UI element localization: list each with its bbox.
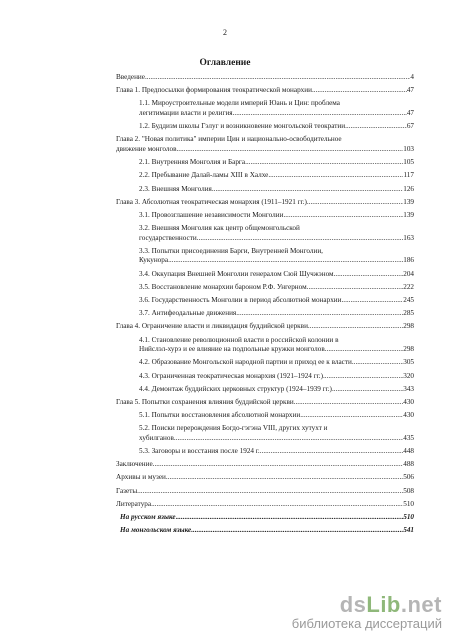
toc-page-number: 67 (406, 122, 414, 131)
toc-entry[interactable] (112, 99, 414, 118)
dot-leader (233, 109, 407, 119)
dot-leader (312, 86, 407, 96)
toc-page-number: 305 (403, 358, 414, 367)
toc-entry[interactable] (112, 247, 414, 266)
dslib-logo: dsLib.net (339, 592, 442, 617)
toc-entry-title: Литература (116, 499, 152, 508)
toc-entry-title: 3.4. Оккупация Внешней Монголии генералом Сюй Шучжэном (139, 269, 334, 278)
toc-entry[interactable] (112, 198, 414, 208)
toc-entry[interactable] (112, 487, 414, 497)
toc-entry[interactable] (112, 526, 414, 536)
dot-leader (307, 283, 404, 293)
dot-leader (283, 211, 403, 221)
dot-leader (236, 309, 403, 319)
page-number: 2 (223, 28, 227, 37)
toc-entry-title: Заключение (116, 460, 153, 469)
toc-entry-title: Глава 3. Абсолютная теократическая монархия (1911–1921 гг.) (116, 197, 307, 206)
dot-leader (168, 256, 403, 266)
toc-page-number: 186 (403, 256, 414, 265)
toc-entry-title: 5.2. Поиски перерождения Богдо-гэгэна VIII, других хутухт и (139, 424, 328, 433)
toc-entry[interactable] (112, 224, 414, 243)
dot-leader (137, 487, 403, 497)
toc-entry-title: хубилганов (139, 433, 174, 442)
toc-entry-title: 3.1. Провозглашение независимости Монголии (139, 210, 284, 219)
toc-entry[interactable] (112, 460, 414, 470)
toc-entry-title: Нийслэл-хурэ и ее влияние на подпольные кружки монголов (139, 345, 325, 354)
toc-page-number: 163 (403, 233, 414, 242)
toc-page-number: 448 (403, 447, 414, 456)
toc-entry-title: 3.3. Попытки присоединения Барги, Внутренней Монголии, (139, 246, 323, 255)
toc-page-number: 285 (403, 309, 414, 318)
dot-leader (174, 434, 403, 444)
dot-leader (260, 447, 403, 457)
toc-entry-title: 3.5. Восстановление монархии бароном Р.Ф. Унгерном (139, 282, 307, 291)
dot-leader (212, 185, 403, 195)
toc-entry-title: Глава 4. Ограничение власти и ликвидация буддийской церкви (116, 322, 308, 331)
dot-leader (151, 500, 403, 510)
toc-page-number: 343 (403, 384, 414, 393)
dot-leader (325, 345, 404, 355)
toc-page-number: 298 (403, 345, 414, 354)
toc-entry-title: 4.4. Демонтаж буддийских церковных структур (1924–1939 гг.) (139, 384, 332, 393)
toc-entry-title: 2.2. Пребывание Далай-ламы XIII в Халхе (139, 171, 269, 180)
toc-entry-title: Кукунора (139, 256, 169, 265)
toc-entry-title: 1.1. Мироустроительные модели империй Юань и Цин: проблема (139, 99, 340, 108)
toc-entry-title: Введение (116, 73, 145, 81)
dslib-watermark[interactable] (292, 592, 442, 631)
toc-page-number: 488 (403, 460, 414, 469)
toc-page-number: 320 (403, 371, 414, 380)
toc-page-number: 541 (403, 526, 414, 535)
toc-entry[interactable] (112, 322, 414, 332)
toc-entry[interactable] (112, 473, 414, 483)
toc-page-number: 126 (403, 184, 414, 193)
toc-entry[interactable] (112, 171, 414, 181)
dot-leader (341, 296, 403, 306)
dot-leader (245, 158, 403, 168)
toc-entry[interactable] (112, 398, 414, 408)
toc-page-number: 245 (403, 296, 414, 304)
toc-page-number: 139 (403, 210, 414, 219)
toc-entry[interactable] (112, 158, 414, 168)
toc-page-number: 430 (403, 397, 414, 406)
dot-leader (145, 73, 410, 83)
toc-page-number: 508 (403, 486, 414, 495)
dot-leader (352, 358, 403, 368)
toc-page-number: 222 (403, 282, 414, 291)
dot-leader (166, 473, 403, 483)
toc-entry-title: На русском языке (120, 513, 176, 521)
toc-entry[interactable] (112, 500, 414, 510)
toc-page-number: 510 (403, 499, 414, 508)
toc-page-number: 506 (403, 473, 414, 482)
toc-page-number: 4 (410, 73, 414, 81)
toc-page-number: 117 (403, 171, 414, 180)
toc-page-number: 435 (403, 433, 414, 442)
toc-entry-title: 3.2. Внешняя Монголия как центр общемонгольской (139, 224, 300, 233)
toc-entry-title: 2.1. Внутренняя Монголия и Барга (139, 158, 246, 167)
dot-leader (176, 145, 403, 155)
toc-entry-title: 4.3. Ограниченная теократическая монархия (1921–1924 гг.) (139, 371, 323, 380)
toc-entry-title: 3.6. Государственность Монголии в период абсолютной монархии (139, 296, 342, 304)
toc-entry-title: На монгольском языке (120, 526, 192, 535)
dot-leader (176, 513, 404, 523)
toc-page-number: 510 (403, 513, 414, 521)
dot-leader (323, 372, 403, 382)
toc-entry-title: 3.7. Антифеодальные движения (139, 309, 237, 318)
toc-entry[interactable] (112, 336, 414, 355)
toc-entry-title: 5.1. Попытки восстановления абсолютной монархии (139, 411, 301, 420)
toc-entry-title: 4.2. Образование Монгольской народной партии и приход ее к власти (139, 358, 352, 367)
toc-page-number: 430 (403, 411, 414, 420)
toc-entry[interactable] (112, 424, 414, 443)
toc-entry[interactable] (112, 122, 414, 132)
toc-entry-title: движение монголов (116, 144, 177, 153)
toc-entry-title: Глава 5. Попытки сохранения влияния буддийской церкви (116, 397, 294, 406)
toc-entry[interactable] (112, 358, 414, 368)
toc-entry-title: Архивы и музеи (116, 473, 166, 482)
dot-leader (332, 385, 403, 395)
toc-page-number: 204 (403, 269, 414, 278)
dot-leader (300, 411, 403, 421)
toc-entry-title: 2.3. Внешняя Монголия (139, 184, 212, 193)
dot-leader (308, 322, 403, 332)
toc-entry-title: Глава 1. Предпосылки формирования теократической монархии (116, 86, 312, 95)
toc-entry[interactable] (112, 211, 414, 221)
toc-entry-title: легитимации власти и религия (139, 108, 233, 117)
toc-page-number: 105 (403, 158, 414, 167)
toc-entry-title: Газеты (116, 486, 138, 495)
dot-leader (307, 198, 403, 208)
toc-page-number: 139 (403, 197, 414, 206)
toc-entry[interactable] (112, 283, 414, 293)
toc-entry-title: 5.3. Заговоры и восстания после 1924 г. (139, 447, 260, 456)
toc-entry[interactable] (112, 185, 414, 195)
watermark-tagline: библиотека диссертаций (291, 616, 442, 631)
toc-page-number: 47 (406, 86, 414, 95)
dot-leader (191, 526, 403, 536)
toc-entry[interactable] (112, 411, 414, 421)
dot-leader (197, 234, 403, 244)
toc-entry[interactable] (112, 447, 414, 457)
toc-entry[interactable] (112, 385, 414, 395)
toc-entry[interactable] (112, 73, 414, 83)
toc-entry-title: государственности (139, 233, 197, 242)
toc-entry[interactable] (112, 296, 414, 306)
toc-entry[interactable] (112, 86, 414, 96)
table-of-contents (112, 73, 414, 539)
toc-entry[interactable] (112, 513, 414, 523)
toc-entry-title: Глава 2. "Новая политика" империи Цин и национально-освободительное (116, 135, 342, 144)
toc-page-number: 103 (403, 144, 414, 153)
toc-title: Оглавление (199, 58, 251, 68)
dot-leader (268, 171, 403, 181)
dot-leader (153, 460, 404, 470)
toc-entry[interactable] (112, 309, 414, 319)
toc-page-number: 298 (403, 322, 414, 331)
dot-leader (334, 270, 404, 280)
toc-entry[interactable] (112, 135, 414, 154)
toc-page-number: 47 (406, 108, 414, 117)
toc-entry[interactable] (112, 270, 414, 280)
dot-leader (345, 122, 407, 132)
toc-entry-title: 4.1. Становление революционной власти в российской колонии в (139, 335, 339, 344)
dot-leader (294, 398, 404, 408)
toc-entry[interactable] (112, 372, 414, 382)
toc-entry-title: 1.2. Буддизм школы Гэлуг и возникновение монгольской теократии (139, 122, 346, 131)
